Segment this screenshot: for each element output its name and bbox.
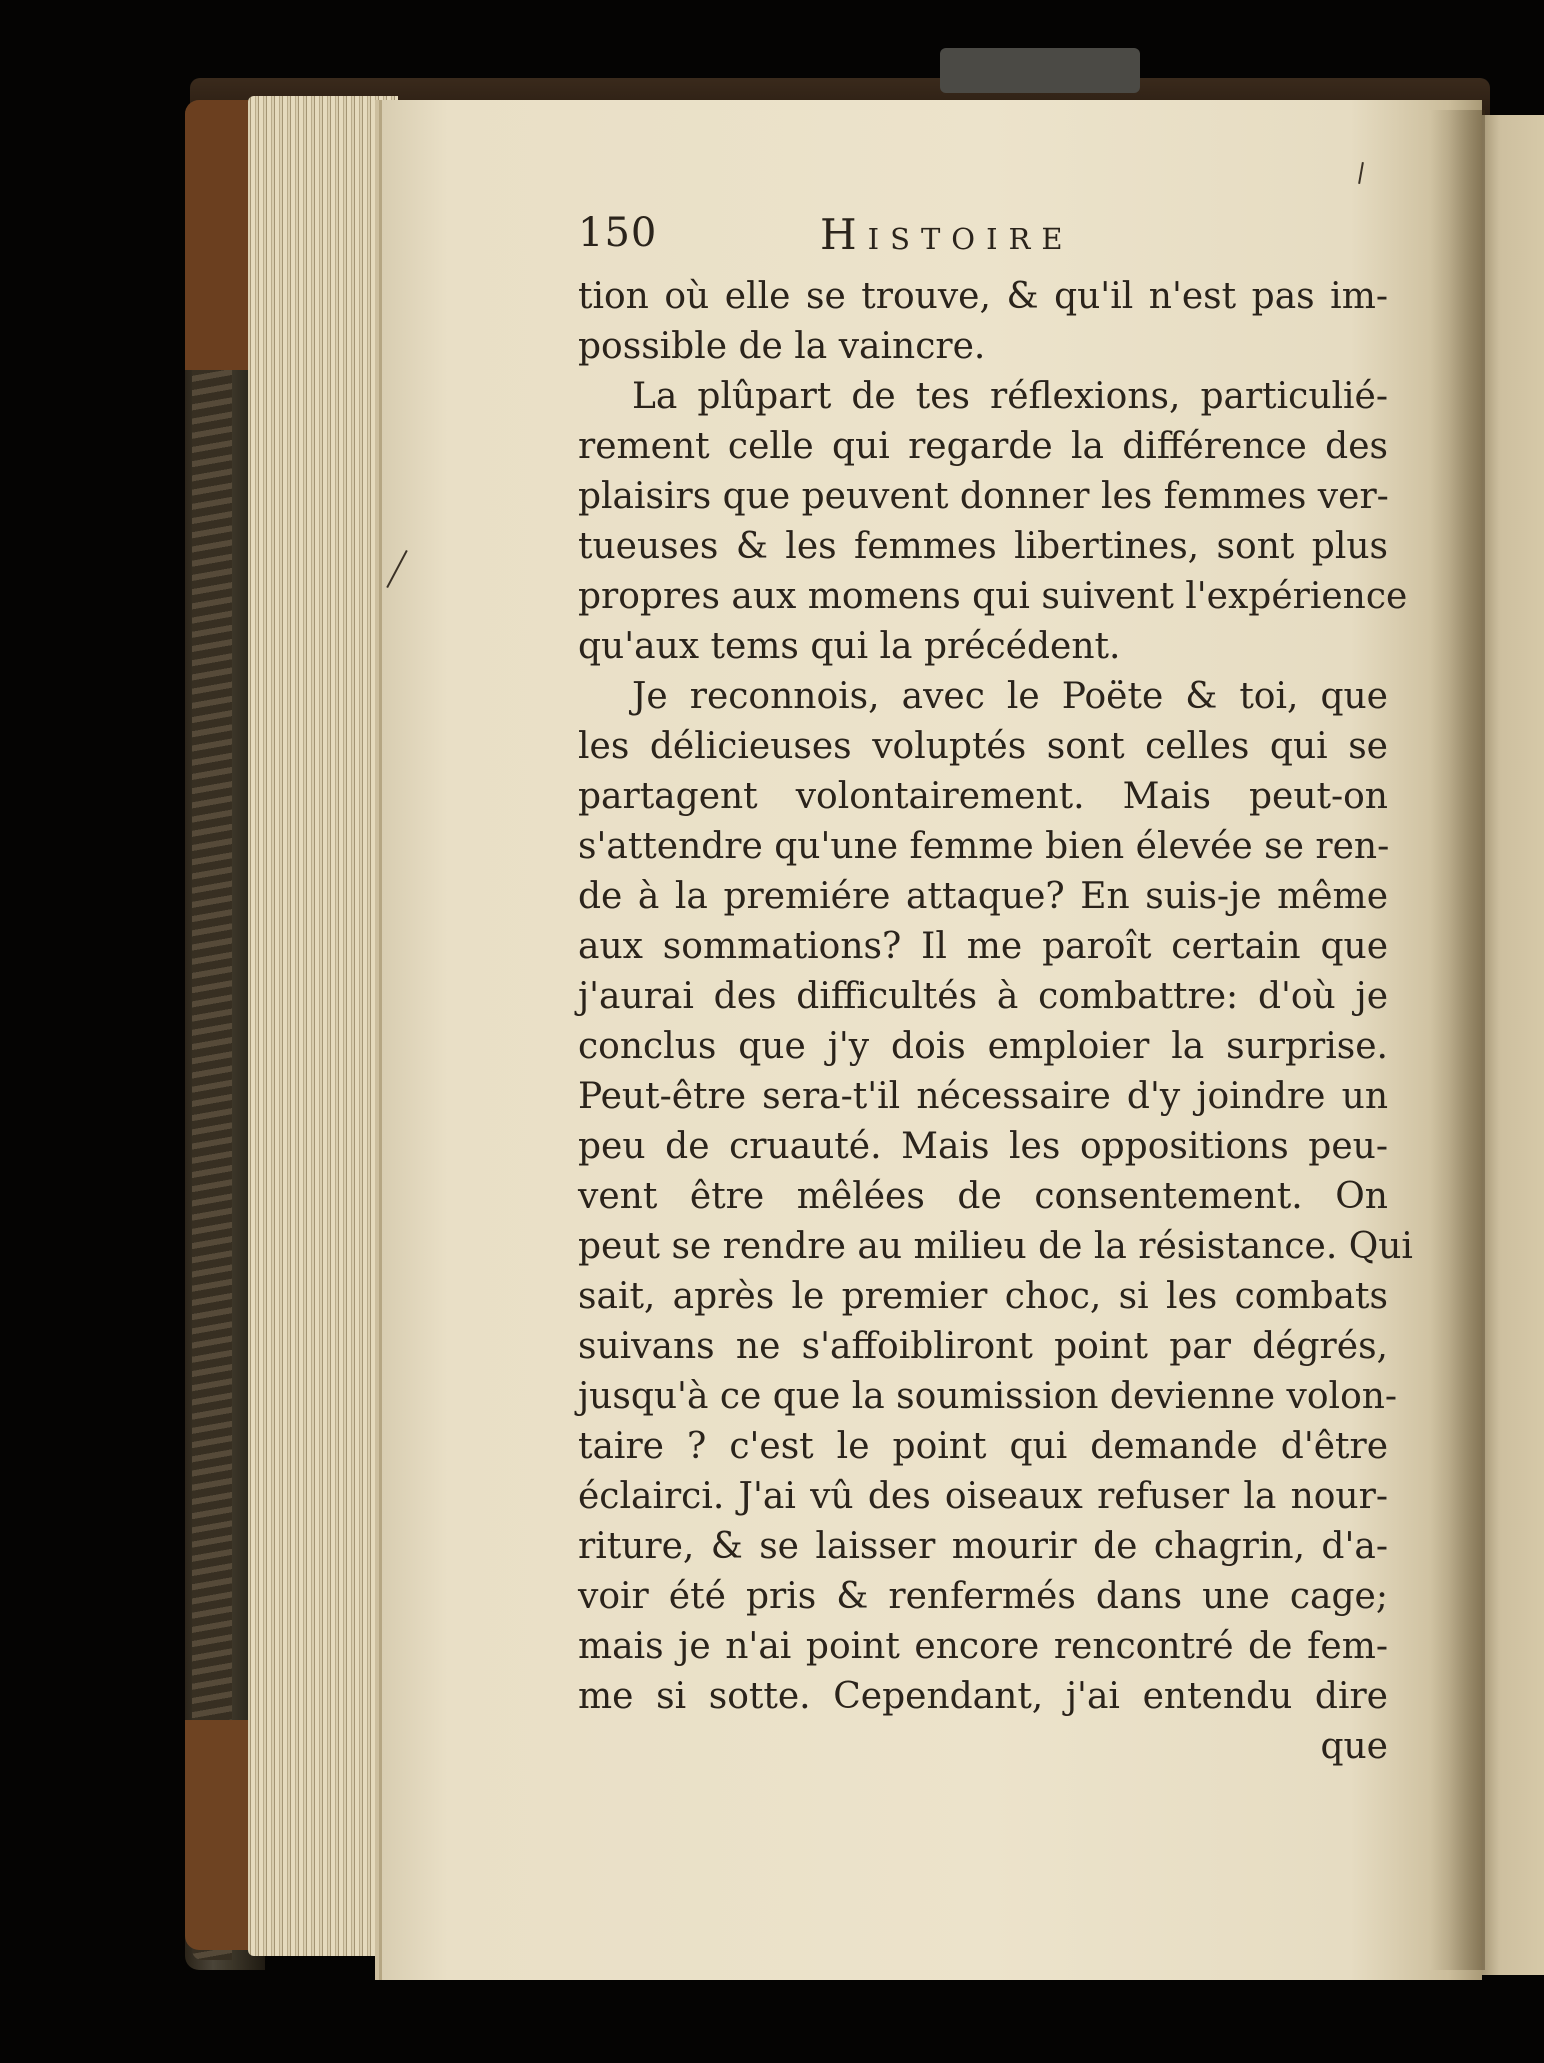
- text-line: peut se rendre au milieu de la résistance. Qui: [578, 1226, 1413, 1267]
- page-number: 150: [578, 210, 658, 256]
- text-line: éclairci. J'ai vû des oiseaux refuser la nour-: [578, 1476, 1388, 1517]
- text-line: La plûpart de tes réflexions, particulié-: [632, 376, 1388, 417]
- page-text-block: [578, 210, 1413, 1772]
- text-line: jusqu'à ce que la soumission devienne volon-: [578, 1376, 1398, 1417]
- spine-leather-corner-bottom: [185, 1720, 255, 1950]
- text-line: propres aux momens qui suivent l'expérience: [578, 576, 1408, 617]
- text-line: taire ? c'est le point qui demande d'être: [578, 1426, 1388, 1467]
- page-block-edges: [248, 96, 398, 1956]
- text-line: tueuses & les femmes libertines, sont plus: [578, 526, 1388, 567]
- catchword: que: [1320, 1726, 1388, 1767]
- text-line: riture, & se laisser mourir de chagrin, d'a-: [578, 1526, 1388, 1567]
- text-line: sait, après le premier choc, si les combats: [578, 1276, 1388, 1317]
- running-head-title: Histoire: [820, 210, 1074, 259]
- running-header: [578, 210, 1388, 272]
- text-line: les délicieuses voluptés sont celles qui se: [578, 726, 1388, 767]
- body-text: [578, 272, 1413, 1722]
- text-line: j'aurai des difficultés à combattre: d'où je: [578, 976, 1388, 1017]
- text-line: rement celle qui regarde la différence des: [578, 426, 1388, 467]
- text-line: Peut-être sera-t'il nécessaire d'y joindre un: [578, 1076, 1388, 1117]
- text-line: mais je n'ai point encore rencontré de fem-: [578, 1626, 1388, 1667]
- text-line: qu'aux tems qui la précédent.: [578, 626, 1121, 667]
- text-line: peu de cruauté. Mais les oppositions peu-: [578, 1126, 1388, 1167]
- text-line: me si sotte. Cependant, j'ai entendu dire: [578, 1676, 1388, 1717]
- text-line: aux sommations? Il me paroît certain que: [578, 926, 1388, 967]
- spine-marbled-leather: [192, 120, 232, 1960]
- text-line: voir été pris & renfermés dans une cage;: [578, 1576, 1388, 1617]
- text-line: possible de la vaincre.: [578, 326, 986, 367]
- text-line: conclus que j'y dois emploier la surprise.: [578, 1026, 1388, 1067]
- text-line: plaisirs que peuvent donner les femmes ver-: [578, 476, 1389, 517]
- gutter-shadow: [1430, 110, 1485, 1970]
- text-line: tion où elle se trouve, & qu'il n'est pas im-: [578, 276, 1388, 317]
- text-line: Je reconnois, avec le Poëte & toi, que: [632, 676, 1388, 717]
- spine-label-tab: [940, 48, 1140, 93]
- text-line: suivans ne s'affoibliront point par dégrés,: [578, 1326, 1388, 1367]
- text-line: partagent volontairement. Mais peut-on: [578, 776, 1388, 817]
- spine-leather-corner-top: [185, 100, 255, 370]
- text-line: de à la premiére attaque? En suis-je même: [578, 876, 1388, 917]
- text-line: vent être mêlées de consentement. On: [578, 1176, 1388, 1217]
- text-line: s'attendre qu'une femme bien élevée se ren-: [578, 826, 1390, 867]
